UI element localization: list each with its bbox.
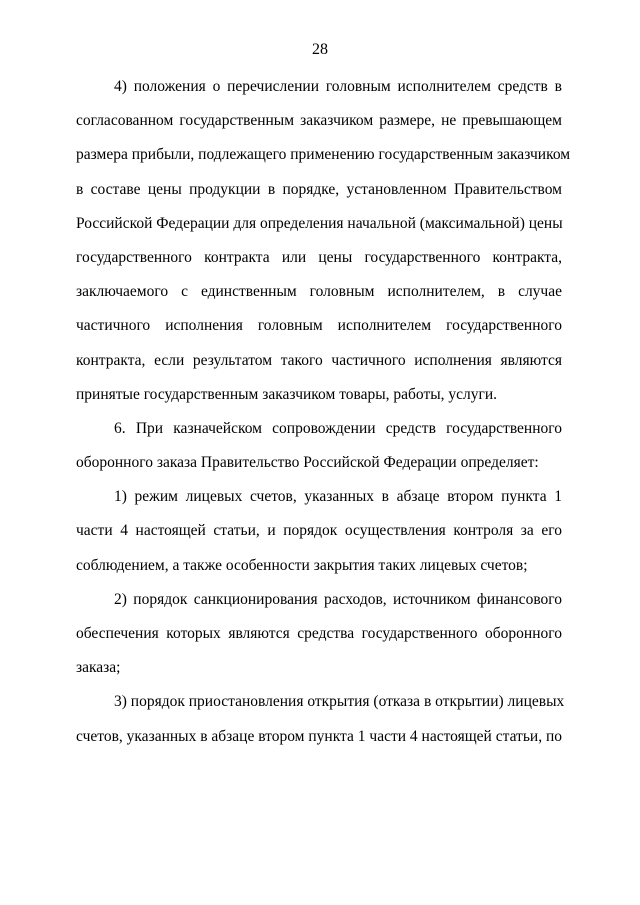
text-line: части 4 настоящей статьи, и порядок осуществления контроля за его	[76, 522, 562, 540]
paragraph-subitem-3	[76, 685, 565, 753]
text-line: 4) положения о перечислении головным исполнителем средств в	[114, 78, 562, 95]
text-line: 3) порядок приостановления открытия (отказа в открытии) лицевых	[114, 693, 565, 711]
document-body	[76, 70, 571, 754]
text-line: размера прибыли, подлежащего применению государственным заказчиком	[76, 146, 571, 164]
text-line: принятые государственным заказчиком товары, работы, услуги.	[76, 385, 498, 403]
text-line: государственного контракта или цены государственного контракта,	[76, 248, 562, 266]
paragraph-subitem-2	[76, 583, 562, 686]
text-line: соблюдением, а также особенности закрытия таких лицевых счетов;	[76, 556, 528, 574]
text-line: оборонного заказа Правительство Российской Федерации определяет:	[76, 454, 539, 472]
text-line: в составе цены продукции в порядке, установленном Правительством	[76, 180, 562, 198]
paragraph-item-4	[76, 70, 571, 412]
text-line: контракта, если результатом такого частичного исполнения являются	[76, 351, 562, 369]
text-line: счетов, указанных в абзаце втором пункта 1 части 4 настоящей статьи, по	[76, 727, 562, 745]
page-number: 28	[312, 41, 328, 58]
text-line: 2) порядок санкционирования расходов, источником финансового	[114, 590, 562, 608]
text-line: частичного исполнения головным исполнителем государственного	[76, 317, 562, 335]
text-line: 6. При казначейском сопровождении средств государственного	[114, 419, 562, 437]
text-line: Российской Федерации для определения начальной (максимальной) цены	[76, 214, 563, 232]
text-line: 1) режим лицевых счетов, указанных в абзаце втором пункта 1	[114, 488, 562, 506]
text-line: согласованном государственным заказчиком размере, не превышающем	[76, 112, 562, 130]
text-line: заключаемого с единственным головным исполнителем, в случае	[76, 283, 562, 301]
text-line: обеспечения которых являются средства государственного оборонного	[76, 625, 562, 642]
text-line: заказа;	[76, 659, 121, 677]
paragraph-subitem-1	[76, 480, 562, 583]
paragraph-point-6	[76, 412, 562, 480]
